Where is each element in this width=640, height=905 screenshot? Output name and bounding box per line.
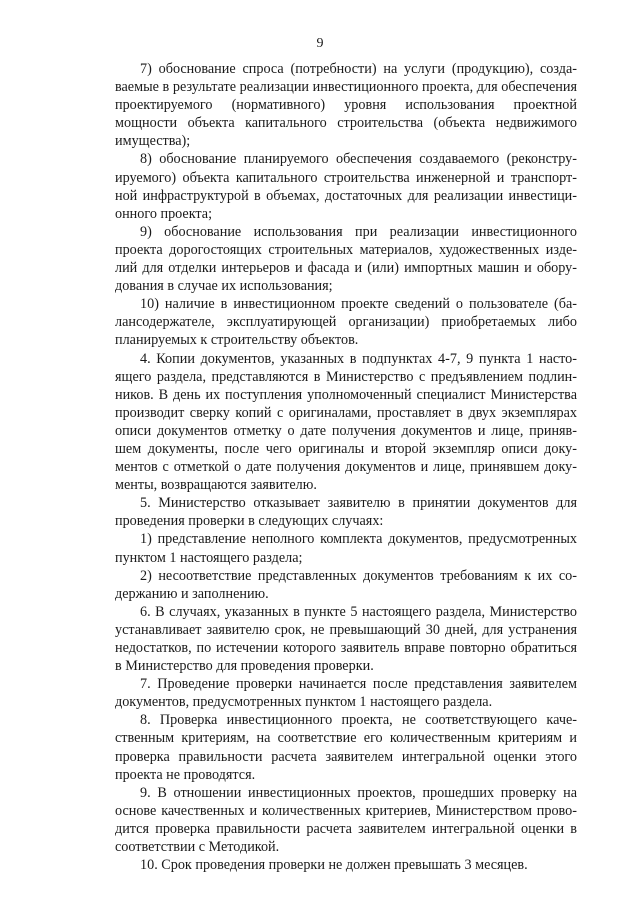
paragraph-8-infrastructure: 8) обоснование планируемого обеспечения создаваемого (реконструируемого) объекта капитального строительства инженерной и транспортной инфраструктурой в объемах, достаточных для реализации инвестиционного проекта; bbox=[115, 151, 577, 222]
paragraph-7-start: 7. Проведение проверки начинается после представления заявителем документов, предусмотренных пунктом 1 настоящего раздела. bbox=[115, 676, 577, 711]
paragraph-10-duration: 10. Срок проведения проверки не должен превышать 3 месяцев. bbox=[140, 857, 528, 874]
page-number: 9 bbox=[316, 36, 324, 51]
paragraph-6-deadline: 6. В случаях, указанных в пункте 5 настоящего раздела, Министерство устанавливает заявителю срок, не превышающий 30 дней, для устранения недостатков, по истечении которого заявитель вправе повторно обратиться в Министерство для проведения проверки. bbox=[115, 603, 577, 675]
paragraph-10-user-info: 10) наличие в инвестиционном проекте сведений о пользователе (балансодержателе, эксплуатирующей организации) приобретаемых либо планируемых к строительству объектов. bbox=[115, 296, 577, 349]
paragraph-9-verification: 9. В отношении инвестиционных проектов, прошедших проверку на основе качественных и количественных критериев, Министерством проводится проверка правильности расчета заявителем интегральной оценки в соответствии с Методикой. bbox=[115, 784, 577, 856]
paragraph-5-refusal: 5. Министерство отказывает заявителю в принятии документов для проведения проверки в следующих случаях: bbox=[115, 495, 577, 530]
paragraph-5-case-2: 2) несоответствие представленных документов требованиям к их содержанию и заполнению. bbox=[115, 567, 577, 602]
paragraph-4-copies: 4. Копии документов, указанных в подпунктах 4-7, 9 пункта 1 настоящего раздела, представляются в Министерство с предъявлением подлинников. В день их поступления уполномоченный специалист Министерства производит сверку копий с оригиналами, проставляет в двух экземплярах описи документов отметку о дате получения документов и лице, принявшем документы, после чего оригиналы и второй экземпляр описи документов с отметкой о дате получения документов и лице, принявшем документы, возвращаются заявителю. bbox=[115, 350, 577, 494]
paragraph-5-case-1: 1) представление неполного комплекта документов, предусмотренных пунктом 1 настоящего раздела; bbox=[115, 531, 577, 566]
paragraph-9-materials: 9) обоснование использования при реализации инвестиционного проекта дорогостоящих строительных материалов, художественных изделий для отделки интерьеров и фасада и (или) импортных машин и оборудования в случае их использования; bbox=[115, 223, 577, 295]
body-text bbox=[115, 60, 577, 874]
paragraph-8-quality: 8. Проверка инвестиционного проекта, не соответствующего качественным критериям, на соответствие его количественным критериям и проверка правильности расчета заявителем интегральной оценки этого проекта не проводятся. bbox=[115, 712, 577, 783]
paragraph-7-demand: 7) обоснование спроса (потребности) на услуги (продукцию), создаваемые в результате реализации инвестиционного проекта, для обеспечения проектируемого (нормативного) уровня использования проектной мощности объекта капитального строительства (объекта недвижимого имущества); bbox=[115, 61, 577, 150]
